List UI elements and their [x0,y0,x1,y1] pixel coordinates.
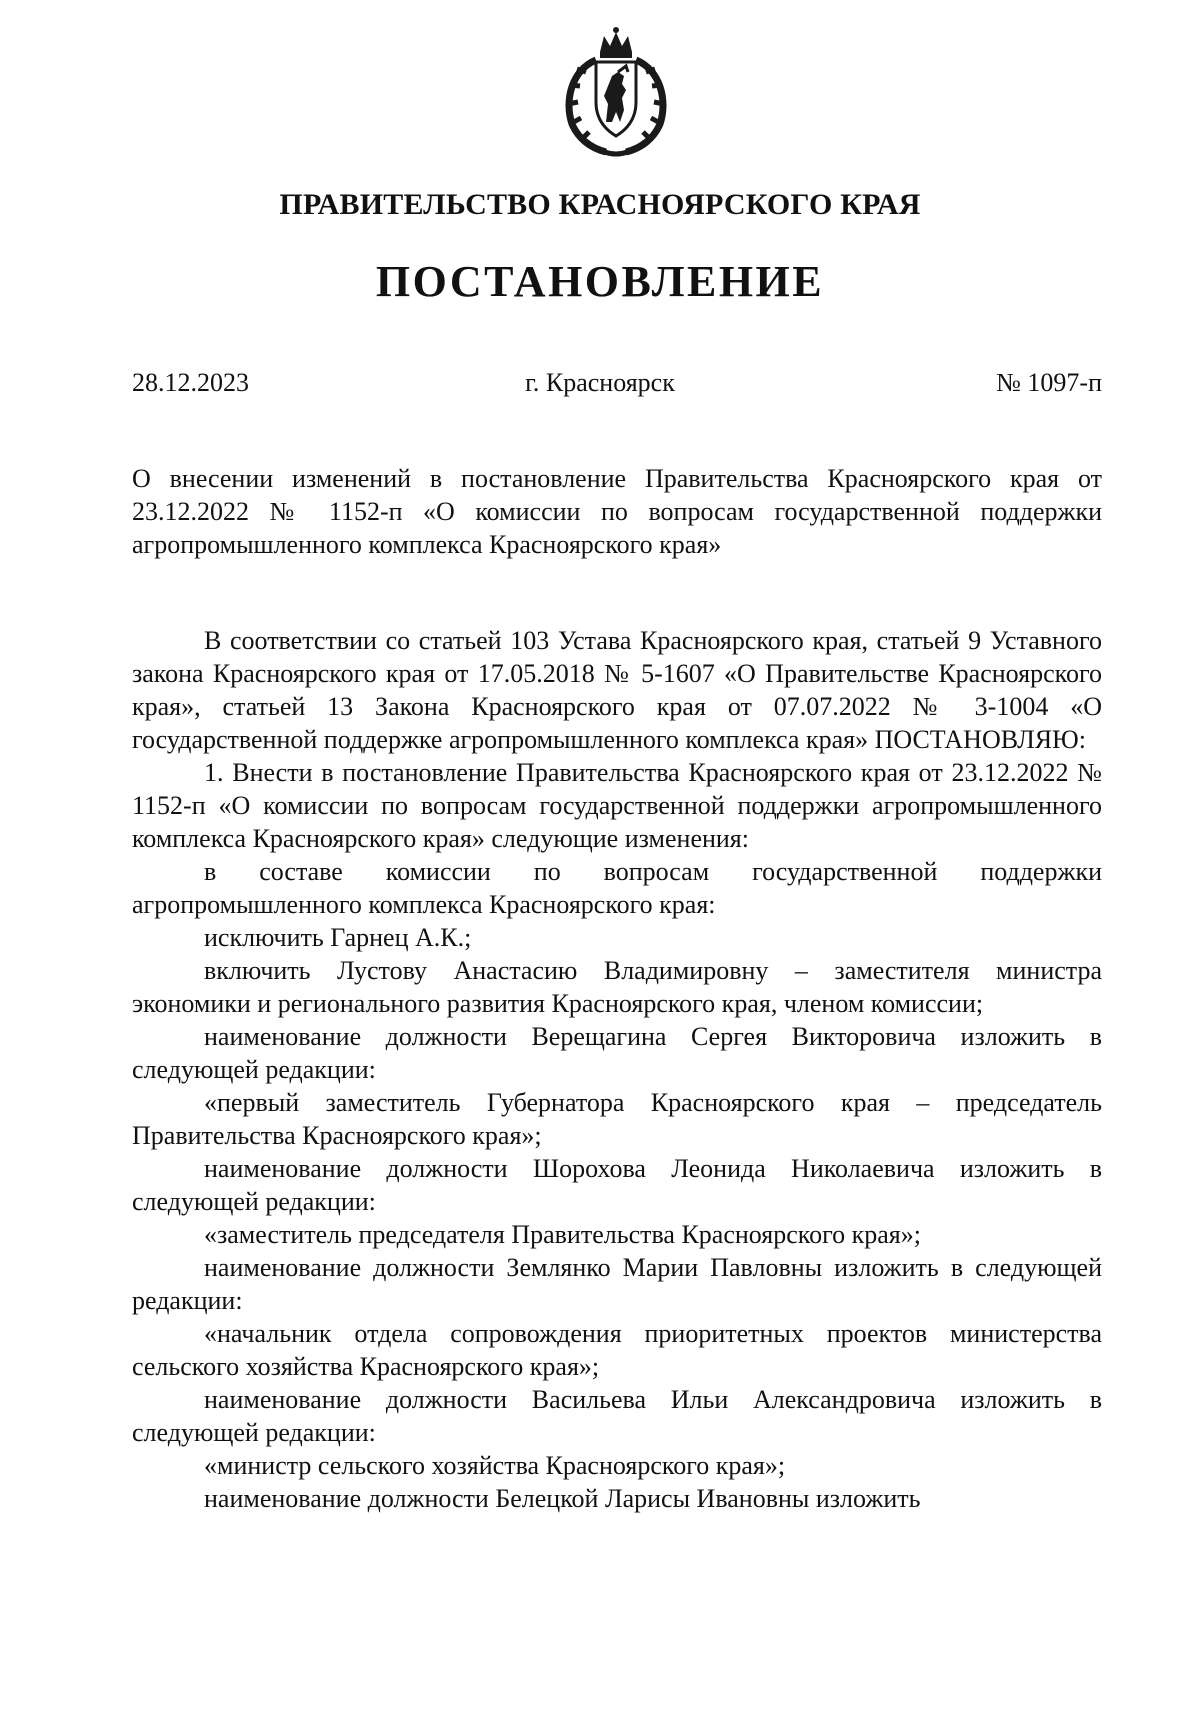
paragraph: исключить Гарнец А.К.; [204,923,472,952]
document-number: № 1097-п [996,368,1102,397]
organization-name: ПРАВИТЕЛЬСТВО КРАСНОЯРСКОГО КРАЯ [279,188,921,221]
paragraph: в составе комиссии по вопросам государственной поддержки агропромышленного комплекса Красноярского края: [132,857,1102,919]
paragraph: наименование должности Верещагина Сергея Викторовича изложить в следующей редакции: [132,1022,1102,1084]
paragraph: наименование должности Землянко Марии Павловны изложить в следующей редакции: [132,1253,1102,1315]
document-city: г. Красноярск [525,368,675,397]
paragraph: «начальник отдела сопровождения приоритетных проектов министерства сельского хозяйства Красноярского края»; [132,1319,1102,1381]
paragraph: «заместитель председателя Правительства Красноярского края»; [204,1220,921,1249]
document-body [132,624,1102,1515]
document-type: ПОСТАНОВЛЕНИЕ [375,257,825,306]
paragraph: В соответствии со статьей 103 Устава Красноярского края, статьей 9 Уставного закона Красноярского края от 17.05.2018 № 5-1607 «О Правительстве Красноярского края», статьей 13 Закона Красноярского края от 07.07.2022 № 3-1004 «О государственной поддержке агропромышленного комплекса края» ПОСТАНОВЛЯЮ: [132,626,1102,754]
coat-of-arms-icon [556,26,676,158]
paragraph: «первый заместитель Губернатора Красноярского края – председатель Правительства Красноярского края»; [132,1088,1102,1150]
paragraph: 1. Внести в постановление Правительства Красноярского края от 23.12.2022 № 1152-п «О комиссии по вопросам государственной поддержки агропромышленного комплекса Красноярского края» следующие изменения: [132,758,1102,853]
paragraph: наименование должности Шорохова Леонида Николаевича изложить в следующей редакции: [132,1154,1102,1216]
paragraph: «министр сельского хозяйства Красноярского края»; [204,1451,786,1480]
document-title: О внесении изменений в постановление Правительства Красноярского края от 23.12.2022 № 1152-п «О комиссии по вопросам государственной поддержки агропромышленного комплекса Красноярского края» [132,464,1102,559]
paragraph: наименование должности Васильева Ильи Александровича изложить в следующей редакции: [132,1385,1102,1447]
paragraph: наименование должности Белецкой Ларисы Ивановны изложить [204,1484,921,1513]
document-date: 28.12.2023 [132,368,249,397]
paragraph: включить Лустову Анастасию Владимировну – заместителя министра экономики и регионального развития Красноярского края, членом комиссии; [132,956,1102,1018]
